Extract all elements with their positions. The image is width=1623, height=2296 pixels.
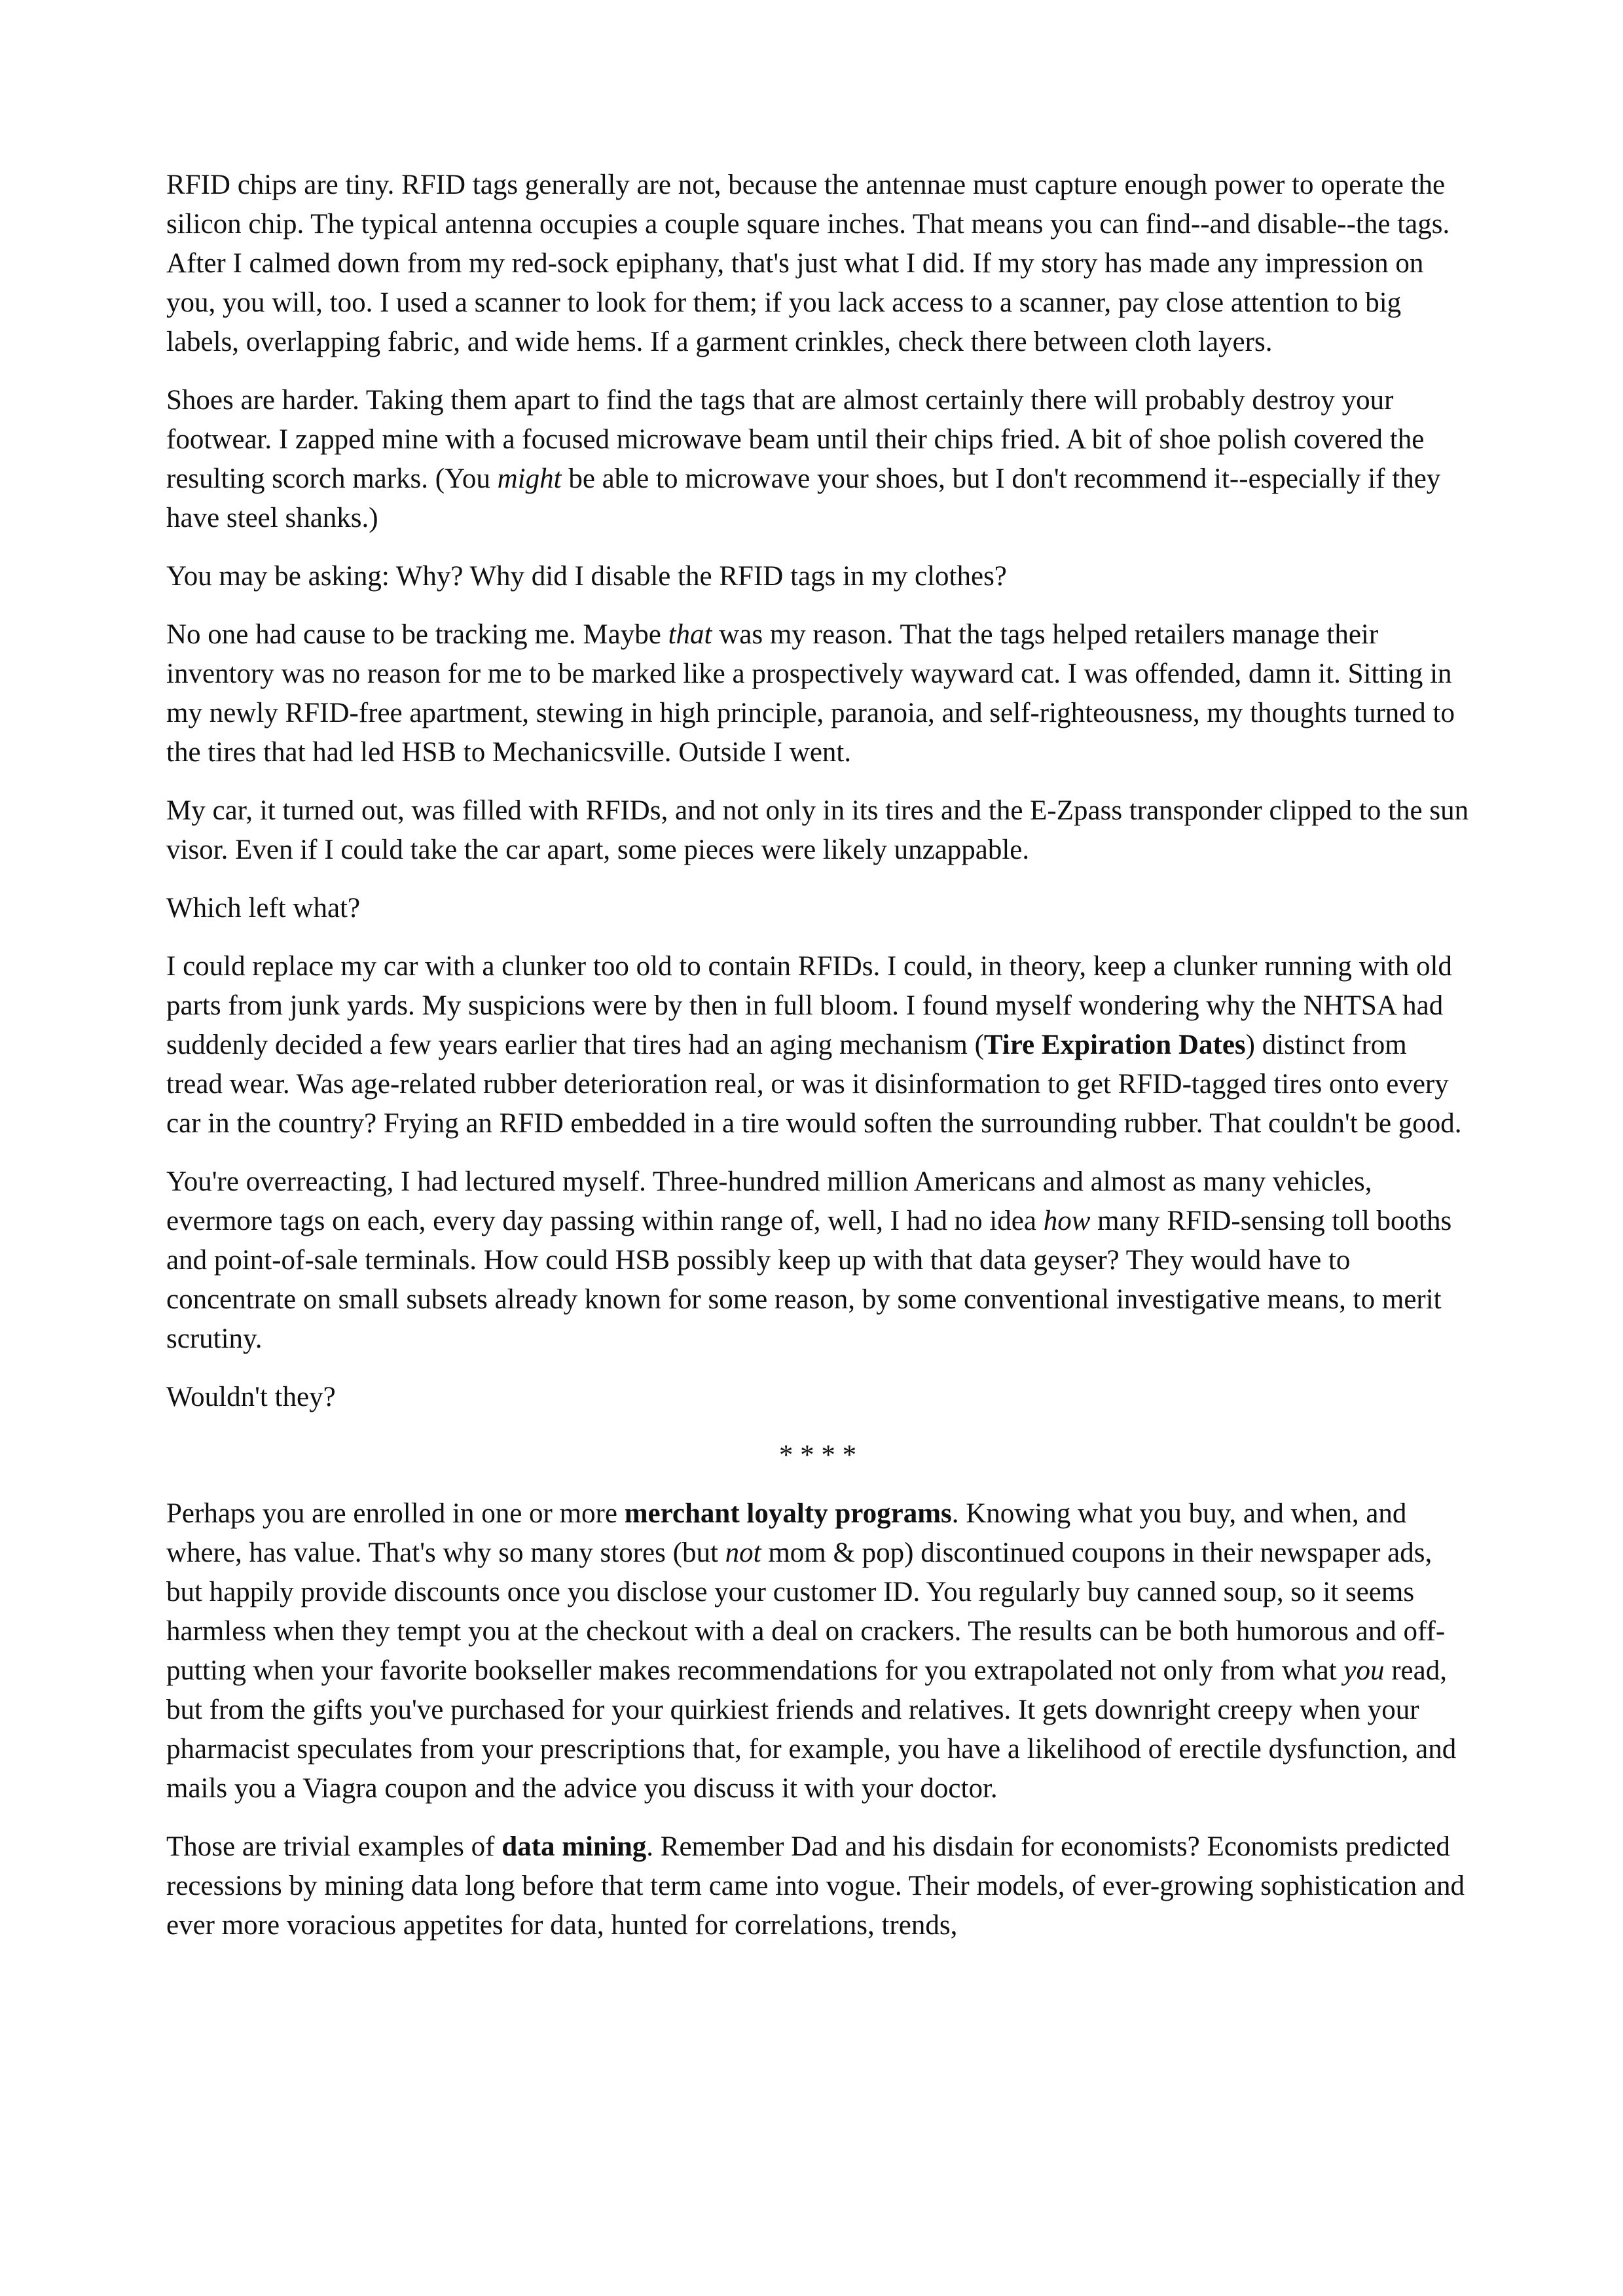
text-run: Perhaps you are enrolled in one or more <box>166 1498 625 1529</box>
bold-term: merchant loyalty programs <box>624 1498 952 1529</box>
text-run: Those are trivial examples of <box>166 1831 502 1862</box>
text-run: Wouldn't they? <box>166 1382 336 1412</box>
text-run: mom & pop) discontinued coupons in their newspaper ads, but happily provide discounts once you disclose your customer ID. You regularly buy canned soup, so it seems harmless when they tempt you at the checkout with a deal on crackers. The results can be both humorous and off-putting when your favorite bookseller makes recommendations for you extrapolated not only from what <box>166 1537 1446 1686</box>
paragraph <box>166 1162 1469 1359</box>
italic-emphasis: might <box>497 463 562 494</box>
text-run: You may be asking: Why? Why did I disable the RFID tags in my clothes? <box>166 561 1007 592</box>
text-run: My car, it turned out, was filled with RFIDs, and not only in its tires and the E-Zpass transponder clipped to the sun visor. Even if I could take the car apart, some pieces were likely unzappable. <box>166 795 1469 865</box>
paragraph <box>166 557 1469 596</box>
text-run: . Remember Dad and his disdain for economists? Economists predicted recessions by mining data long before that term came into vogue. Their models, of ever-growing sophistication and ever more voracious appetites for data, hunted for correlations, trends, <box>166 1831 1465 1941</box>
text-run: be able to microwave your shoes, but I don't recommend it--especially if they have steel shanks.) <box>166 463 1441 533</box>
text-run: read, but from the gifts you've purchased for your quirkiest friends and relatives. It gets downright creepy when your pharmacist speculates from your prescriptions that, for example, you have a likelihood of erectile dysfunction, and mails you a Viagra coupon and the advice you discuss it with your doctor. <box>166 1655 1457 1804</box>
text-run: Which left what? <box>166 893 361 924</box>
text-run: ) distinct from tread wear. Was age-related rubber deterioration real, or was it disinformation to get RFID-tagged tires onto every car in the country? Frying an RFID embedded in a tire would soften the surrounding rubber. That couldn't be good. <box>166 1030 1462 1139</box>
paragraph <box>166 791 1469 870</box>
bold-term: Tire Expiration Dates <box>983 1030 1246 1060</box>
bold-term: data mining <box>501 1831 647 1862</box>
paragraph <box>166 1494 1469 1808</box>
italic-emphasis: that <box>668 619 712 650</box>
paragraph <box>166 166 1469 362</box>
text-run: You're overreacting, I had lectured myself. Three-hundred million Americans and almost as many vehicles, evermore tags on each, every day passing within range of, well, I had no idea <box>166 1166 1372 1236</box>
italic-emphasis: you <box>1343 1655 1385 1686</box>
text-run: I could replace my car with a clunker too old to contain RFIDs. I could, in theory, keep a clunker running with old parts from junk yards. My suspicions were by then in full bloom. I found myself wondering why the NHTSA had suddenly decided a few years earlier that tires had an aging mechanism ( <box>166 951 1452 1060</box>
paragraph <box>166 947 1469 1143</box>
text-run: Shoes are harder. Taking them apart to find the tags that are almost certainly there will probably destroy your footwear. I zapped mine with a focused microwave beam until their chips fried. A bit of shoe polish covered the resulting scorch marks. (You <box>166 385 1425 494</box>
paragraph <box>166 381 1469 538</box>
text-run: RFID chips are tiny. RFID tags generally are not, because the antennae must capture enough power to operate the silicon chip. The typical antenna occupies a couple square inches. That means you can find--and disable--the tags. After I calmed down from my red-sock epiphany, that's just what I did. If my story has made any impression on you, you will, too. I used a scanner to look for them; if you lack access to a scanner, pay close attention to big labels, overlapping fabric, and wide hems. If a garment crinkles, check there between cloth layers. <box>166 170 1450 357</box>
paragraphs-after-break <box>166 1494 1469 1945</box>
text-run: . Knowing what you buy, and when, and where, has value. That's why so many stores (but <box>166 1498 1407 1568</box>
text-run: No one had cause to be tracking me. Maybe <box>166 619 668 650</box>
section-break: * * * * <box>778 1440 857 1471</box>
paragraphs-before-break <box>166 166 1469 1417</box>
text-run: was my reason. That the tags helped retailers manage their inventory was no reason for me to be marked like a prospectively wayward cat. I was offended, damn it. Sitting in my newly RFID-free apartment, stewing in high principle, paranoia, and self-righteousness, my thoughts turned to the tires that had led HSB to Mechanicsville. Outside I went. <box>166 619 1455 768</box>
italic-emphasis: how <box>1043 1206 1091 1236</box>
body-text <box>166 166 1469 1964</box>
paragraph <box>166 615 1469 772</box>
paragraph <box>166 1378 1469 1417</box>
italic-emphasis: not <box>725 1537 761 1568</box>
text-run: many RFID-sensing toll booths and point-of-sale terminals. How could HSB possibly keep up with that data geyser? They would have to concentrate on small subsets already known for some reason, by some conventional investigative means, to merit scrutiny. <box>166 1206 1452 1354</box>
paragraph <box>166 1827 1469 1945</box>
paragraph <box>166 889 1469 928</box>
